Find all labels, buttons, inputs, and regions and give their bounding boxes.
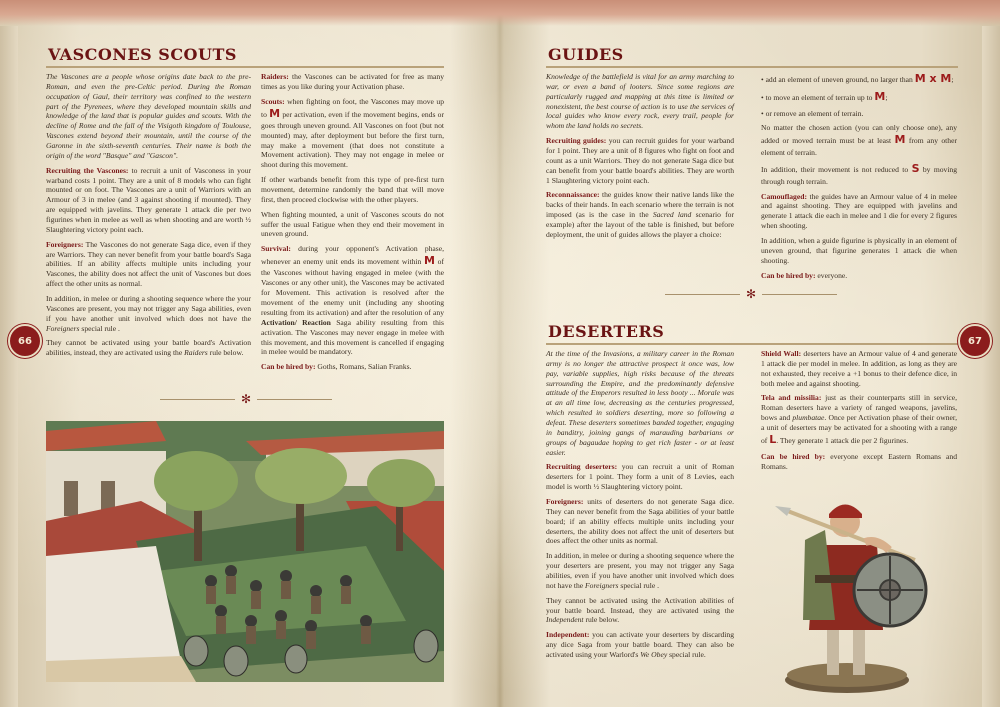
deserter-miniature-figure <box>765 470 930 695</box>
vascones-column-1 <box>46 72 251 363</box>
guides-camouflaged: Camouflaged: the guides have an Armour value of 4 in melee and against shooting. They are equipped with javelins and generate 1 attack die each in melee and 1 die for every 2 figures when shooting. <box>761 191 957 231</box>
vascones-foreigners: Foreigners: The Vascones do not generate Saga dice, even if they are Warriors. They can never benefit from your battle board's Saga abilities. If an ability affects multiple units including your Vascones, the ability does not affect the unit of Vascones but does affect the other units as normal. <box>46 239 251 289</box>
guides-reconnaissance: Reconnaissance: the guides know their native lands like the backs of their hands. In each scenario where the terrain is not imposed (as is the case in the Sacred land scenario for example) after the layout of the table is finished, but before deployment, the unit of guides allows the player a choice: <box>546 190 734 239</box>
deserters-column-1 <box>546 349 734 665</box>
deserters-title: DESERTERS <box>548 322 665 341</box>
guides-intro: Knowledge of the battlefield is vital for an army marching to war, or even a band of looters. Since some regions are particularly rugged and mapping at this time is limited or nonexistent, the best course of action is to use the services of local guides who know every rock, every trail, people for whom the land holds no secrets. <box>546 72 734 131</box>
vascones-activation: They cannot be activated using your battle board's Activation abilities, instead, they are activated using the Raiders rule below. <box>46 338 251 358</box>
vascones-warbands: If other warbands benefit from this type of pre-first turn movement, determine randomly the band that will move first, then proceed clockwise with the other players. <box>261 175 444 204</box>
decorative-column-right <box>982 26 1000 707</box>
diorama-illustration <box>46 421 444 682</box>
vascones-column-2 <box>261 72 444 377</box>
title-rule-deserters <box>546 343 958 345</box>
deserters-foreigners: Foreigners: units of deserters do not generate Saga dice. They can never benefit from the Saga abilities of your battle board; if an ability effects multiple units including your deserters, the ability does not affect the unit of deserters but does affect the other units as normal. <box>546 497 734 546</box>
guides-movement: In addition, their movement is not reduced to S by moving through rough terrain. <box>761 162 958 186</box>
decorative-column-left <box>0 26 18 707</box>
title-rule-guides <box>546 66 958 68</box>
guides-uneven: In addition, when a guide figurine is physically in an element of uneven ground, that figurine generates 1 attack die when shooting. <box>761 236 957 265</box>
ornament-divider-left <box>160 393 332 405</box>
vascones-intro: The Vascones are a people whose origins date back to the pre-Roman, and even the pre-Celtic period. During the Roman occupation of Gaul, their territory was confined to the western part of the Pyrenees, where they developed mountain skills and knowledge of the land that is popular guides and scouts. With the decline of Rome and the fall of the Visigoth kingdom of Toulouse, Vascones extend beyond their mountain, until the course of the Garonne in the sixth-seventh centuries. Their name is both the origin of the word "Basque" and "Gascon". <box>46 72 251 160</box>
vascones-scouts: Scouts: when fighting on foot, the Vascones may move up to M per activation, even if the movement begins, ends or goes through uneven ground. All Vascones on foot (but not mounted) may, after deployment but before the first turn, may make a movement (that does not constitute a Movement activation). They may not engage in melee or shoot during this movement. <box>261 96 444 170</box>
guides-option-remove: • or remove an element of terrain. <box>761 109 957 119</box>
guides-hired: Can be hired by: everyone. <box>761 270 848 280</box>
vascones-survival: Survival: during your opponent's Activation phase, whenever an enemy unit ends its movement within M of the Vascones without having engaged in melee (with the Vascones or any other unit), the Vascones may be activated for Movement. This activation is resolved after the movement of the enemy unit (including any shooting resulting from its activation) and after the resolution of any Activation/ Reaction Saga ability resulting from this activation. The Vascones may never engage in melee with this movement, and this movement is cancelled if engaging in melee would be mandatory. <box>261 244 445 357</box>
vascones-hired: Can be hired by: Goths, Romans, Salian Franks. <box>261 362 412 372</box>
deserters-independent: Independent: you can activate your deserters by discarding any dice Saga from your battle board. They can also be activated using your Warlord's We Obey special rule. <box>546 630 734 660</box>
miniatures-photo <box>46 421 444 682</box>
guides-matter: No matter the chosen action (you can only choose one), any added or moved terrain must be at least M from any other element of terrain. <box>761 123 957 157</box>
guides-column-1 <box>546 72 734 245</box>
guides-title: GUIDES <box>548 45 624 64</box>
guides-recruiting: Recruiting guides: you can recruit guides for your warband for 1 point. They are a unit of 8 figures who fight on foot and count as a unit Warriors. They do not generate Saga dice but can benefit from your battle board's abilities. They are worth 1 Slaughtering victory point each. <box>546 136 734 185</box>
guides-option-add: • add an element of uneven ground, no larger than M x M; <box>761 72 957 86</box>
vascones-raiders: Raiders: the Vascones can be activated for free as many times as you like during your Activation phase. <box>261 72 444 91</box>
ornament-divider-right <box>665 288 837 300</box>
vascones-fighting: When fighting mounted, a unit of Vascones scouts do not suffer the usual Fatigue when they end their movement in uneven ground. <box>261 209 444 239</box>
deserters-activation: They cannot be activated using the Activation abilities of your battle board. Instead, they are activated using the Independent rule below. <box>546 595 734 625</box>
ornament-star-icon: ✻ <box>746 287 757 301</box>
guides-options-list <box>761 72 957 118</box>
guides-option-move: • to move an element of terrain up to M; <box>761 90 957 104</box>
vascones-melee: In addition, in melee or during a shooting sequence where the your Vascones are present, you may not trigger any Saga abilities, even if you have another unit involved which does not have the Foreigners special rule . <box>46 294 251 333</box>
title-rule-left <box>46 66 444 68</box>
ornament-star-icon: ✻ <box>241 392 252 406</box>
deserters-tela: Tela and missilia: just as their counterparts still in service, Roman deserters have a variety of ranged weapons, javelins, bows and plumbatae. Once per Activation phase of their owner, a unit of deserters may be activated for a shooting with a range of L. They generate 1 attack die per 2 figurines. <box>761 393 958 446</box>
deserters-column-2 <box>761 349 957 477</box>
page-number-right: 67 <box>958 324 992 358</box>
vascones-recruiting: Recruiting the Vascones: to recruit a unit of Vasconess in your warband costs 1 point. They are a unit of 8 models who can fight mounted or on foot. The Vascones are a unit of Warriors with an Armour of 3 in melee (and 3 against shooting if mounted). They are equipped with javelins. They generate 1 attack die per two figurines when in melee as well as when shooting and are worth ½ Slaughtering victory point each. <box>46 165 252 234</box>
vascones-title: VASCONES SCOUTS <box>48 45 237 64</box>
deserters-shield-wall: Shield Wall: deserters have an Armour value of 4 and generate 1 attack die per model in melee. In addition, as long as they are not exhausted, they receive a +1 bonus to their defence dice, in both melee and against shooting. <box>761 349 957 388</box>
guides-column-2 <box>761 72 957 286</box>
deserters-intro: At the time of the Invasions, a military career in the Roman army is no longer the attractive prospect it once was, low pay, variable supplies, high risks because of the threats surrounding the Empire, and the predominantly defensive attitude of the Emperors resulted in less booty ... Morale was at an all time low, decreasing as the centuries progressed, which resulted in soldiers deserting, more so following a defeat. These deserters sometimes banded together, engaging in banditry, joining gangs of marauding barbarians or groups of bagaudae hoping to get rich faster - or at least easier. <box>546 349 734 457</box>
deserters-recruiting: Recruiting deserters: you can recruit a unit of Roman deserters for 1 point. They form a unit of 8 Levies, each model is worth ½ Slaughtering victory point. <box>546 462 734 492</box>
deserters-melee: In addition, in melee or during a shooting sequence where the your deserters are present, you may not trigger any Saga abilities, even if you have another unit involved which does not have the Foreigners special rule . <box>546 551 734 590</box>
decorative-top-band <box>0 0 1000 26</box>
page-number-left: 66 <box>8 324 42 358</box>
deserters-hired: Can be hired by: everyone except Eastern Romans and Romans. <box>761 452 957 472</box>
